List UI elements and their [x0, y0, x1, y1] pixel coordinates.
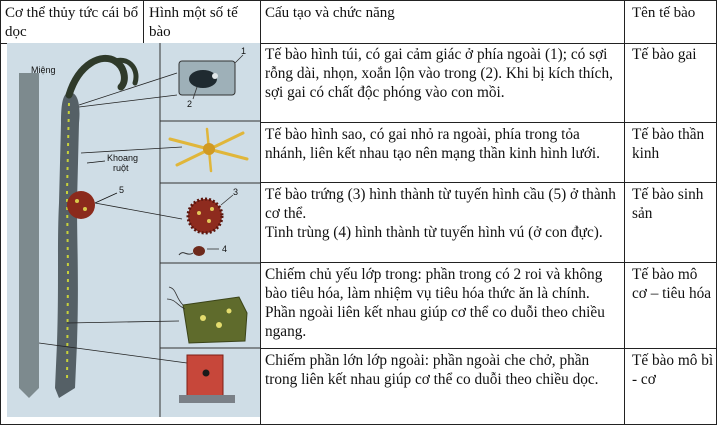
header-cell-images: Hình một số tế bào	[149, 5, 238, 40]
label-gut-line1: Khoang	[107, 153, 139, 163]
col-divider-1	[143, 0, 144, 43]
col-divider-3	[624, 0, 625, 425]
spherical-gonad-icon	[67, 191, 95, 219]
row-divider-3	[260, 262, 717, 263]
row-divider-1	[260, 122, 717, 123]
row-divider-2	[260, 182, 717, 183]
epithelial-muscle-cell-icon	[179, 355, 235, 403]
header-structure-function: Cấu tạo và chức năng	[265, 5, 395, 21]
label-gut-line2: ruột	[113, 163, 129, 173]
table-top-border	[0, 0, 717, 1]
row-2-name: Tế bào thần kinh	[632, 126, 705, 162]
digestive-muscle-cell-icon	[167, 287, 247, 343]
row-5-name: Tế bào mô bì - cơ	[632, 352, 714, 388]
egg-cell-icon	[188, 199, 222, 233]
col-divider-2	[260, 0, 261, 425]
row-1-name: Tế bào gai	[632, 46, 697, 63]
row-2-description: Tế bào hình sao, có gai nhỏ ra ngoài, phía trong tỏa nhánh, liên kết nhau tạo nên mạng thần kinh hình lưới.	[265, 126, 601, 162]
label-3: 3	[233, 187, 239, 197]
row-4-description: Chiếm chủ yếu lớp trong: phần trong có 2 roi và không bào tiêu hóa, làm nhiệm vụ tiêu hóa thức ăn là chính. Phần ngoài liên kết nhau giúp cơ thể co duỗi theo chiều ngang.	[265, 266, 605, 340]
nerve-cell-icon	[170, 129, 247, 171]
label-mouth: Miệng	[31, 65, 56, 75]
row-5-description: Chiếm phần lớn lớp ngoài: phần ngoài che chở, phần trong liên kết nhau giúp cơ thể co duỗi theo chiều dọc.	[265, 352, 599, 388]
label-1: 1	[241, 46, 247, 56]
label-4: 4	[222, 244, 228, 254]
hydra-base-wall	[19, 73, 39, 398]
sperm-cell-icon	[179, 246, 205, 256]
label-5: 5	[119, 185, 125, 195]
row-divider-4	[260, 348, 717, 349]
row-4-name: Tế bào mô cơ – tiêu hóa	[632, 266, 712, 302]
row-3-description: Tế bào trứng (3) hình thành từ tuyến hình cầu (5) ở thành cơ thể.	[265, 186, 616, 222]
hydra-tentacle	[69, 58, 124, 95]
row-3-name: Tế bào sinh sản	[632, 186, 704, 222]
header-body-section: Cơ thể thủy tức cái bổ dọc	[5, 5, 139, 40]
row-1-description: Tế bào hình túi, có gai cảm giác ở phía ngoài (1); có sợi rỗng dài, nhọn, xoắn lộn vào trong (2). Khi bị kích thích, sợi gai có chất độc phóng vào con mồi.	[265, 46, 613, 101]
hydra-illustration	[7, 43, 260, 417]
table-left-border	[0, 0, 1, 425]
header-cell-name: Tên tế bào	[632, 5, 696, 21]
label-2: 2	[187, 99, 193, 109]
row-3-description-2: Tinh trùng (4) hình thành từ tuyến hình vú (ở con đực).	[265, 224, 603, 241]
